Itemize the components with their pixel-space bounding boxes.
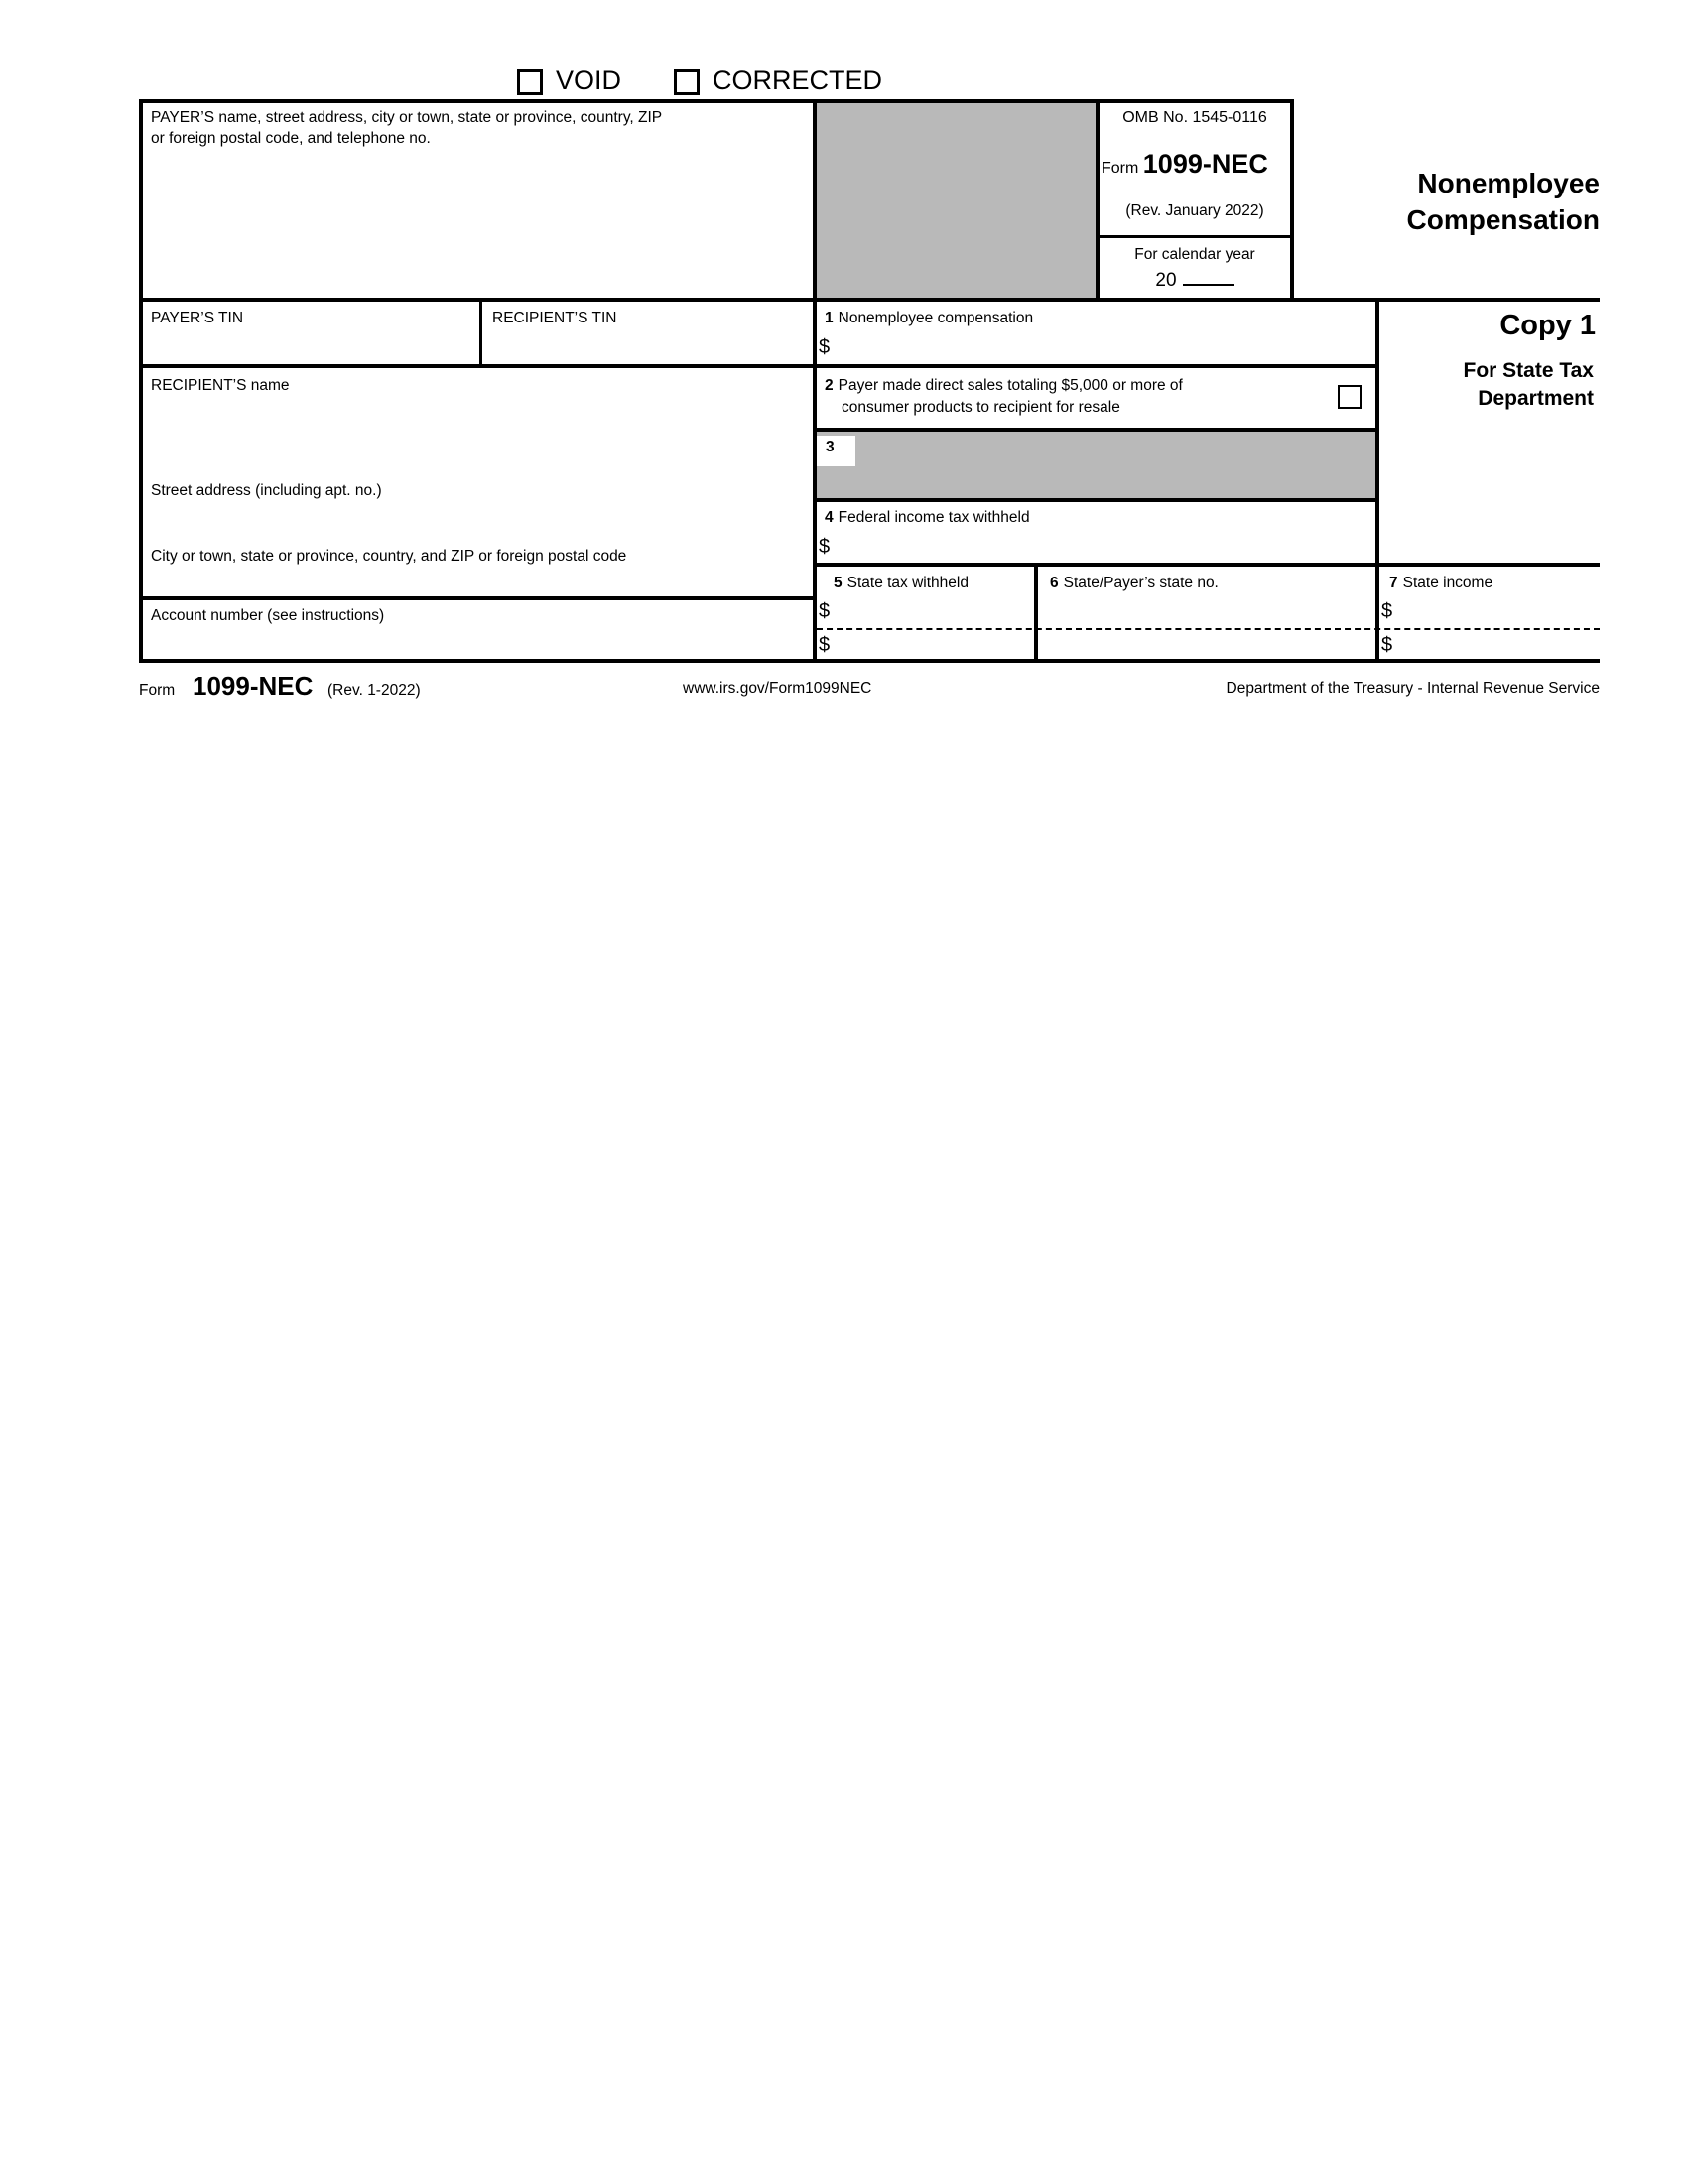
box6-label-text: State/Payer’s state no. [1063, 575, 1219, 591]
revision-text: (Rev. January 2022) [1125, 202, 1264, 219]
footer-irs-url[interactable]: www.irs.gov/Form1099NEC [683, 680, 872, 697]
shaded-area-top [817, 103, 1096, 298]
box7-label[interactable] [1389, 573, 1492, 593]
form-word: Form [1102, 160, 1139, 177]
form-title-line1: Nonemployee [1417, 168, 1600, 198]
account-number-label[interactable]: Account number (see instructions) [151, 607, 385, 624]
footer-form-word: Form [139, 682, 176, 699]
footer-department: Department of the Treasury - Internal Revenue Service [1226, 680, 1600, 697]
box3-shaded-area [817, 432, 1375, 498]
border-tin-row-bottom [139, 364, 1379, 368]
box2-number: 2 [825, 377, 834, 394]
form-number: 1099-NEC [1142, 149, 1268, 179]
box1-label[interactable] [825, 308, 1033, 328]
payer-info-line1: PAYER’S name, street address, city or town, state or province, country, ZIP [151, 109, 663, 126]
border-column-divider [813, 99, 817, 663]
calendar-year-label: For calendar year [1134, 246, 1255, 263]
border-box5-box6-divider [1034, 563, 1038, 663]
box6-number: 6 [1050, 575, 1059, 591]
box4-label[interactable] [825, 507, 1030, 528]
box2-label [825, 375, 1183, 419]
corrected-checkbox[interactable] [674, 69, 700, 95]
box7-dollar-sign-row1[interactable]: $ [1381, 600, 1393, 622]
city-label[interactable]: City or town, state or province, country, and ZIP or foreign postal code [151, 548, 627, 565]
footer-revision: (Rev. 1-2022) [327, 682, 421, 699]
calendar-year-blank[interactable] [1183, 268, 1234, 286]
border-left [139, 99, 143, 663]
border-tin-divider [479, 298, 482, 368]
calendar-year-entry[interactable] [1100, 268, 1290, 292]
box5-label-text: State tax withheld [846, 575, 969, 591]
copy-recipient-block [1379, 357, 1594, 413]
box4-number: 4 [825, 509, 834, 526]
border-row1-bottom [139, 298, 1600, 302]
box4-dollar-sign[interactable]: $ [819, 536, 831, 558]
border-box4-bottom [813, 563, 1600, 567]
recipient-name-label[interactable]: RECIPIENT’S name [151, 377, 290, 394]
box1-dollar-sign[interactable]: $ [819, 336, 831, 358]
box1-number: 1 [825, 310, 834, 326]
copy-for-line2: Department [1478, 387, 1594, 410]
border-bottom [139, 659, 1600, 663]
void-label: VOID [556, 65, 622, 95]
box1-label-text: Nonemployee compensation [838, 310, 1034, 326]
box7-number: 7 [1389, 575, 1398, 591]
border-box3-bottom [813, 498, 1379, 502]
border-box2-bottom [813, 428, 1379, 432]
copy-for-line1: For State Tax [1463, 359, 1594, 382]
box2-label-line1: Payer made direct sales totaling $5,000 or more of [838, 377, 1183, 394]
box7-label-text: State income [1402, 575, 1493, 591]
border-copy-column-divider [1375, 298, 1379, 663]
box7-dollar-sign-row2[interactable]: $ [1381, 634, 1393, 656]
copy-designation: Copy 1 [1499, 310, 1596, 341]
payer-info-box[interactable] [151, 107, 814, 149]
box4-label-text: Federal income tax withheld [838, 509, 1030, 526]
payer-info-line2: or foreign postal code, and telephone no. [151, 130, 431, 147]
box2-resale-checkbox[interactable] [1338, 385, 1362, 409]
street-address-label[interactable]: Street address (including apt. no.) [151, 482, 382, 499]
box6-label[interactable] [1050, 573, 1219, 593]
footer-form-number: 1099-NEC [193, 671, 314, 701]
corrected-label: CORRECTED [713, 65, 883, 95]
calendar-year-prefix: 20 [1155, 270, 1177, 291]
void-checkbox[interactable] [517, 69, 543, 95]
border-account-top [139, 596, 817, 600]
box5-label[interactable] [834, 573, 969, 593]
box5-dollar-sign-row2[interactable]: $ [819, 634, 831, 656]
state-row-dashed-divider [817, 628, 1600, 630]
recipient-tin-label[interactable]: RECIPIENT’S TIN [492, 310, 617, 326]
form-title-line2: Compensation [1406, 204, 1600, 235]
box5-number: 5 [834, 575, 843, 591]
box2-label-line2: consumer products to recipient for resale [842, 399, 1120, 416]
border-top [139, 99, 1294, 103]
form-title [1231, 165, 1600, 238]
omb-number: OMB No. 1545-0116 [1122, 109, 1267, 126]
box3-number-chip [817, 436, 855, 466]
box5-dollar-sign-row1[interactable]: $ [819, 600, 831, 622]
payer-tin-label[interactable]: PAYER’S TIN [151, 310, 244, 326]
box3-number: 3 [826, 439, 835, 455]
